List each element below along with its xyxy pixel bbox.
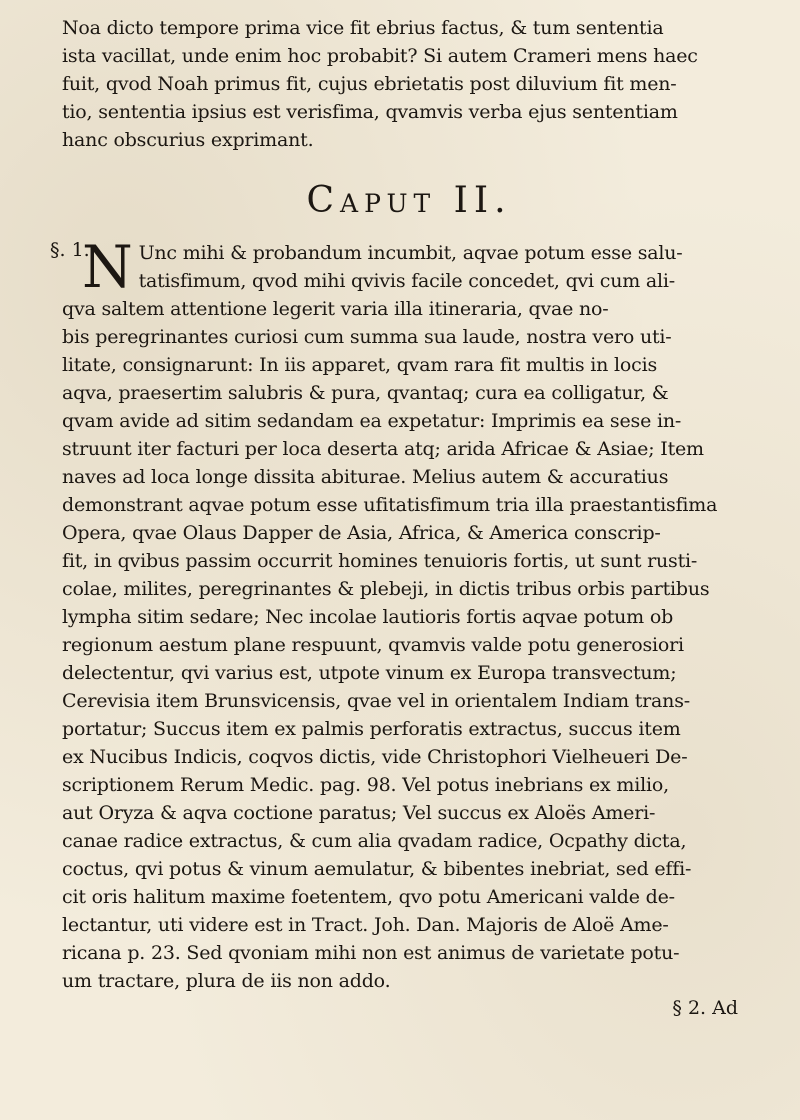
- text-line: lympha sitim sedare; Nec incolae lautioris fortis aqvae potum ob: [62, 606, 674, 628]
- text-line: um tractare, plura de iis non addo.: [62, 970, 391, 992]
- text-line: aqva, praesertim salubris & pura, qvantaq; cura ea colligatur, &: [62, 382, 669, 404]
- text-line: coctus, qvi potus & vinum aemulatur, & bibentes inebriat, sed effi-: [62, 858, 692, 880]
- text-line: ex Nucibus Indicis, coqvos dictis, vide Christophori Vielheueri De-: [62, 746, 688, 768]
- text-line: canae radice extractus, & cum alia qvadam radice, Ocpathy dicta,: [62, 830, 687, 852]
- text-line: ricana p. 23. Sed qvoniam mihi non est animus de varietate potu-: [62, 942, 680, 964]
- text-line: qvam avide ad sitim sedandam ea expetatur: Imprimis ea sese in-: [62, 410, 682, 432]
- text-line: tatisfimum, qvod mihi qvivis facile concedet, qvi cum ali-: [138, 270, 676, 292]
- text-line: fit, in qvibus passim occurrit homines tenuioris fortis, ut sunt rusti-: [62, 550, 698, 572]
- text-line: fuit, qvod Noah primus fit, cujus ebrietatis post diluvium fit men-: [62, 73, 677, 95]
- text-line: regionum aestum plane respuunt, qvamvis valde potu generosiori: [62, 634, 684, 656]
- text-line: demonstrant aqvae potum esse ufitatisfimum tria illa praestantisfima: [62, 494, 718, 516]
- text-line: Noa dicto tempore prima vice fit ebrius factus, & tum sententia: [62, 17, 664, 39]
- text-line: qva saltem attentione legerit varia illa itineraria, qvae no-: [62, 298, 609, 320]
- text-line: scriptionem Rerum Medic. pag. 98. Vel potus inebrians ex milio,: [62, 774, 669, 796]
- text-line: aut Oryza & aqva coctione paratus; Vel succus ex Aloës Ameri-: [62, 802, 656, 824]
- text-line: cit oris halitum maxime foetentem, qvo potu Americani valde de-: [62, 886, 675, 908]
- text-line: hanc obscurius exprimant.: [62, 129, 314, 151]
- drop-cap: N: [82, 241, 133, 293]
- chapter-heading: Caput II.: [306, 180, 512, 221]
- text-line: colae, milites, peregrinantes & plebeji, in dictis tribus orbis partibus: [62, 578, 710, 600]
- text-line: ista vacillat, unde enim hoc probabit? Si autem Crameri mens haec: [62, 45, 698, 67]
- text-line: portatur; Succus item ex palmis perforatis extractus, succus item: [62, 718, 681, 740]
- text-line: naves ad loca longe dissita abiturae. Melius autem & accuratius: [62, 466, 669, 488]
- section-mark: §. 1.: [50, 239, 90, 261]
- text-line: delectentur, qvi varius est, utpote vinum ex Europa transvectum;: [62, 662, 677, 684]
- catchword: § 2. Ad: [672, 997, 738, 1019]
- text-line: litate, consignarunt: In iis apparet, qvam rara fit multis in locis: [62, 354, 658, 376]
- section-body: [62, 323, 756, 995]
- text-line: Unc mihi & probandum incumbit, aqvae potum esse salu-: [138, 242, 683, 264]
- text-line: tio, sententia ipsius est verisfima, qvamvis verba ejus sententiam: [62, 101, 678, 123]
- text-line: Opera, qvae Olaus Dapper de Asia, Africa, & America conscrip-: [62, 522, 661, 544]
- text-line: bis peregrinantes curiosi cum summa sua laude, nostra vero uti-: [62, 326, 672, 348]
- section-one: [50, 239, 756, 995]
- text-line: lectantur, uti videre est in Tract. Joh. Dan. Majoris de Aloë Ame-: [62, 914, 669, 936]
- section-opening: [62, 239, 756, 323]
- top-paragraph: [62, 14, 756, 154]
- text-line: Cerevisia item Brunsvicensis, qvae vel in orientalem Indiam trans-: [62, 690, 690, 712]
- text-line: struunt iter facturi per loca deserta atq; arida Africae & Asiae; Item: [62, 438, 704, 460]
